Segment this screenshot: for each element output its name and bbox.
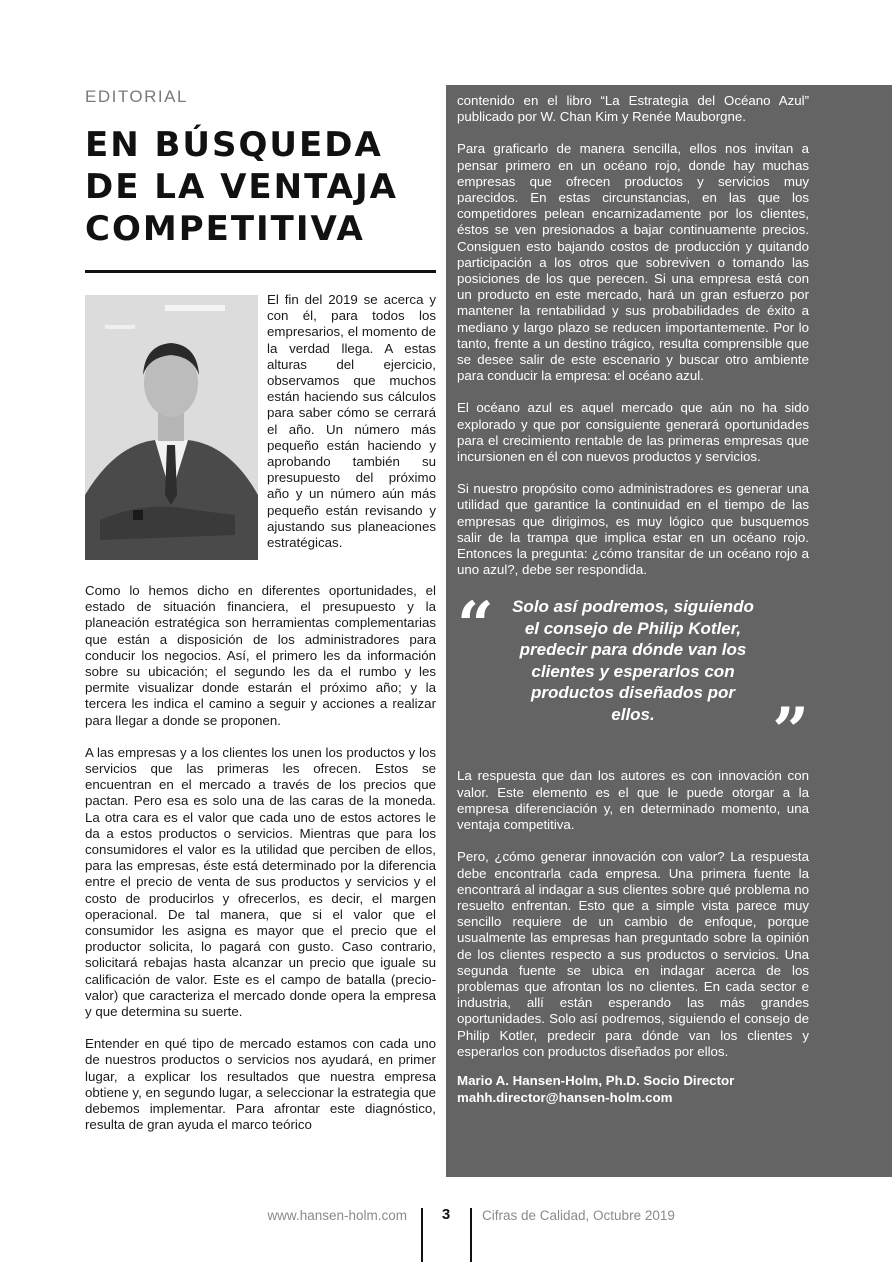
right-panel xyxy=(446,85,892,1177)
intro-column xyxy=(267,292,436,551)
footer-divider xyxy=(421,1208,423,1262)
author-email: mahh.director@hansen-holm.com xyxy=(457,1089,673,1105)
pull-quote: Solo así podremos, siguiendo el consejo de Philip Kotler, predecir para dónde van los clientes y esperarlos con productos diseñados por ellos. xyxy=(512,597,754,724)
section-label: EDITORIAL xyxy=(85,87,188,106)
headline-line: EN BÚSQUEDA xyxy=(85,125,383,165)
body-paragraph: A las empresas y a los clientes los unen los productos y los servicios que las primeras les ofrecen. Estos se encuentran en el mercado a través de los precios que pactan. Pero esa es solo una de las caras de la moneda. La otra cara es el valor que cada uno de estos actores le da a estos productos o servicios. Mientras que para los consumidores el valor es la utilidad que perciben de ellos, para las empresas, éste está determinado por la diferencia entre el precio de venta de sus productos y servicios y el costo de producirlos y ofrecerlos, es decir, el margen operacional. De tal manera, que si el valor que el consumidor les asigna es mayor que el precio que el productor solicita, lo pagará con gusto. Caso contrario, solicitará rebajas hasta alcanzar un precio que iguale su calificación de valor. Este es el campo de batalla (precio-valor) que caracteriza el mercado donde opera la empresa y que determina su suerte. xyxy=(85,744,436,1020)
right-column xyxy=(457,93,809,1106)
open-quote-icon: “ xyxy=(457,588,494,664)
headline-line: COMPETITIVA xyxy=(85,209,365,249)
footer-divider xyxy=(470,1208,472,1262)
author-photo xyxy=(85,295,258,560)
page-number: 3 xyxy=(441,1206,451,1223)
body-paragraph: Como lo hemos dicho en diferentes oportunidades, el estado de situación financiera, el presupuesto y la planeación estratégica son herramientas complementarias que están a disposición de los administradores para conducir los negocios. Así, el primero les da información sobre su ubicación; el segundo les da el rumbo y les permite visualizar donde estarán el próximo año; y la tercera les indica el camino a seguir y acciones a realizar para llegar a donde se proponen. xyxy=(85,583,436,728)
close-quote-icon: ” xyxy=(772,694,809,770)
body-paragraph: El océano azul es aquel mercado que aún no ha sido explorado y que por consiguiente generará oportunidades para el crecimiento rentable de las primeras empresas que incursionen en él con nuevos productos y servicios. xyxy=(457,400,809,465)
body-paragraph: La respuesta que dan los autores es con innovación con valor. Este elemento es el que le puede otorgar a la empresa diferenciación y, en determinado momento, una ventaja competitiva. xyxy=(457,768,809,833)
headline-line: DE LA VENTAJA xyxy=(85,167,398,207)
left-column xyxy=(85,583,436,1150)
body-paragraph: contenido en el libro “La Estrategia del Océano Azul” publicado por W. Chan Kim y Renée Mauborgne. xyxy=(457,93,809,125)
headline-divider xyxy=(85,270,436,273)
headline xyxy=(85,124,430,250)
body-paragraph: Pero, ¿cómo generar innovación con valor? La respuesta debe encontrarla cada empresa. Una primera fuente la encontrará al indagar a sus clientes sobre qué problema no resuelto enfrentan. Esto que a simple vista parece muy sencillo requiere de un cambio de enfoque, porque usualmente las empresas han preguntado sobre la opinión de los clientes respecto a sus productos o servicios. Una segunda fuente se ubica en indagar acerca de los problemas que afrontan los no clientes. En cada sector e industria, allí están esperando las más grandes oportunidades. Solo así podremos, siguiendo el consejo de Philip Kotler, predecir para dónde van los clientes y esperarlos con productos diseñados por ellos. xyxy=(457,849,809,1059)
pull-quote-block xyxy=(457,588,809,770)
author-signature: Mario A. Hansen-Holm, Ph.D. Socio Director xyxy=(457,1072,735,1088)
footer-publication: Cifras de Calidad, Octubre 2019 xyxy=(482,1208,675,1223)
intro-paragraph: El fin del 2019 se acerca y con él, para todos los empresarios, el momento de la verdad llega. A estas alturas del ejercicio, observamos que muchos están haciendo sus cálculos para saber cómo se cerrará el año. Un número más pequeño están haciendo y aprobando también su presupuesto del próximo año y un número aún más pequeño están revisando y ajustando sus planeaciones estratégicas. xyxy=(267,292,436,551)
body-paragraph: Si nuestro propósito como administradores es generar una utilidad que garantice la continuidad en el tiempo de las empresas que dirigimos, es muy lógico que busquemos salir de la trampa que implica estar en un océano rojo. Entonces la pregunta: ¿cómo transitar de un océano rojo a uno azul?, debe ser respondida. xyxy=(457,481,809,578)
footer-website-link[interactable]: www.hansen-holm.com xyxy=(267,1208,407,1223)
body-paragraph: Para graficarlo de manera sencilla, ellos nos invitan a pensar primero en un océano rojo, donde hay muchas empresas que ofrecen productos y servicios muy parecidos. En estas circunstancias, en las que los competidores pelean encarnizadamente por los clientes, éstos se ven presionados a bajar continuamente precios. Consiguen esto bajando costos de producción y quitando participación a los otros que sobreviven o tomando las posiciones de los que perecen. Si una empresa está con un producto en este mercado, hará un gran esfuerzo por mantener la rentabilidad y sus probabilidades de éxito a mediano y largo plazo se reducen importantemente. Por lo tanto, frente a un destino trágico, resulta comprensible que se desee salir de este escenario y buscar otro ambiente para conducir la empresa: el océano azul. xyxy=(457,141,809,384)
body-paragraph: Entender en qué tipo de mercado estamos con cada uno de nuestros productos o servicios nos ayudará, en primer lugar, a explicar los resultados que nuestra empresa obtiene y, en segundo lugar, a seleccionar la estrategia que debemos implementar. Para afrontar este diagnóstico, resulta de gran ayuda el marco teórico xyxy=(85,1036,436,1133)
